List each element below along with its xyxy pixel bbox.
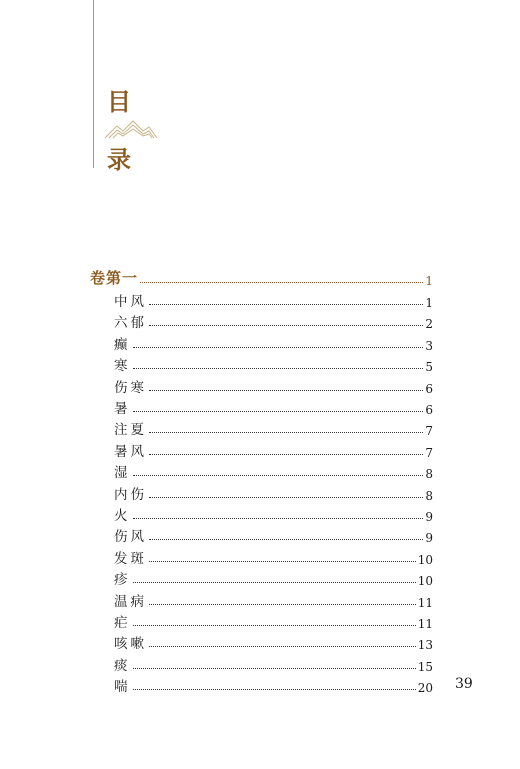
toc-entry-page: 20 xyxy=(417,681,433,696)
dot-leader xyxy=(149,325,423,326)
dot-leader xyxy=(133,668,416,669)
toc-entry-row[interactable] xyxy=(114,290,433,310)
toc-entry-label: 六郁 xyxy=(114,315,147,332)
toc-entry-page: 5 xyxy=(425,360,433,375)
toc-entry-row[interactable] xyxy=(114,418,433,438)
toc-entry-row[interactable] xyxy=(114,568,433,588)
dot-leader xyxy=(133,689,416,690)
dot-leader xyxy=(149,646,416,647)
dot-leader xyxy=(133,518,424,519)
toc-entry-page: 6 xyxy=(425,381,433,396)
toc-entry-page: 7 xyxy=(425,424,433,439)
toc-entry-page: 6 xyxy=(425,403,433,417)
toc-entry-row[interactable] xyxy=(114,525,433,545)
toc-entry-row[interactable] xyxy=(114,376,433,396)
dot-leader xyxy=(149,390,423,391)
toc-entry-page: 15 xyxy=(417,659,433,674)
toc-entry-label: 中风 xyxy=(114,294,147,310)
toc-chapter-row[interactable] xyxy=(90,268,433,288)
toc-entry-label: 疹 xyxy=(114,572,131,589)
toc-entry-page: 8 xyxy=(425,488,433,503)
dot-leader xyxy=(149,304,423,305)
toc-entry-row[interactable] xyxy=(114,504,433,524)
toc-entry-page: 9 xyxy=(425,531,433,546)
page-title-bottom: 录 xyxy=(107,145,131,174)
toc-entry-label: 内伤 xyxy=(114,486,147,503)
page-title-top: 目 xyxy=(107,87,131,116)
toc-entry-label: 寒 xyxy=(114,358,131,375)
toc-entry-row[interactable] xyxy=(114,611,433,631)
dot-leader xyxy=(133,582,416,583)
toc-entry-page: 8 xyxy=(425,467,433,482)
toc-entry-label: 喘 xyxy=(114,679,131,696)
toc-entry-page: 9 xyxy=(425,510,433,524)
toc-entry-row[interactable] xyxy=(114,590,433,610)
toc-entry-row[interactable] xyxy=(114,461,433,481)
toc-entry-row[interactable] xyxy=(114,547,433,567)
toc-entry-label: 痰 xyxy=(114,657,131,674)
toc-entry-row[interactable] xyxy=(114,354,433,374)
toc-entry-page: 7 xyxy=(425,445,433,460)
toc-entry-row[interactable] xyxy=(114,632,433,652)
toc-entry-page: 13 xyxy=(417,638,433,653)
dot-leader xyxy=(149,454,423,455)
toc-entry-row[interactable] xyxy=(114,311,433,331)
toc-entry-label: 湿 xyxy=(114,465,131,482)
toc-entry-page: 2 xyxy=(425,317,433,332)
toc-chapter-label: 卷第一 xyxy=(90,269,139,287)
toc-entry-label: 暑风 xyxy=(114,443,147,460)
dot-leader xyxy=(149,539,423,540)
toc-entry-row[interactable] xyxy=(114,440,433,460)
toc-entry-label: 发斑 xyxy=(114,550,147,567)
dot-leader xyxy=(149,604,416,605)
toc-chapter-page: 1 xyxy=(425,274,433,288)
toc-entry-label: 伤风 xyxy=(114,529,147,546)
toc-entry-label: 癫 xyxy=(114,336,131,353)
toc-entry-label: 注夏 xyxy=(114,422,147,439)
toc-entry-page: 10 xyxy=(417,574,433,589)
toc-entry-page: 10 xyxy=(417,552,433,567)
dot-leader xyxy=(149,497,423,498)
toc-entry-page: 1 xyxy=(425,296,433,310)
toc-entry-label: 火 xyxy=(114,508,131,524)
toc-entry-row[interactable] xyxy=(114,483,433,503)
page-number: 39 xyxy=(455,676,473,692)
toc-entry-label: 暑 xyxy=(114,401,131,417)
dot-leader xyxy=(149,432,423,433)
toc-entry-page: 3 xyxy=(425,338,433,353)
toc-entry-label: 咳嗽 xyxy=(114,636,147,653)
toc-entry-row[interactable] xyxy=(114,654,433,674)
toc-entry-page: 11 xyxy=(417,617,433,631)
dot-leader xyxy=(140,282,423,283)
dot-leader xyxy=(133,411,424,412)
toc-entry-page: 11 xyxy=(417,595,433,610)
toc-entry-row[interactable] xyxy=(114,397,433,417)
toc-entry-label: 疟 xyxy=(114,615,131,631)
dot-leader xyxy=(149,561,416,562)
toc-entry-label: 伤寒 xyxy=(114,379,147,396)
toc-entry-row[interactable] xyxy=(114,333,433,353)
dot-leader xyxy=(133,625,416,626)
toc-entry-row[interactable] xyxy=(114,675,433,695)
dot-leader xyxy=(133,475,424,476)
dot-leader xyxy=(133,347,424,348)
dot-leader xyxy=(133,368,424,369)
toc-entry-label: 温病 xyxy=(114,593,147,610)
